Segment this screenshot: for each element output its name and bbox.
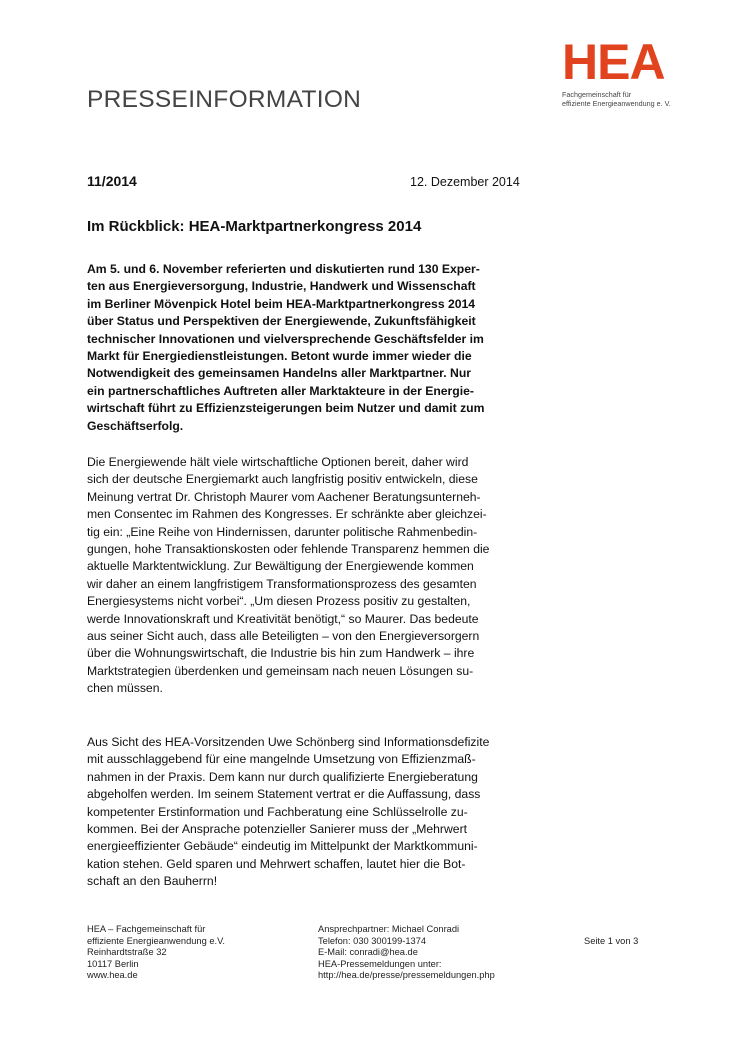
body-line: kommen. Bei der Ansprache potenzieller Sanierer muss der „Mehrwert bbox=[87, 822, 468, 837]
body-paragraph-1 bbox=[87, 454, 547, 698]
body-line: energieeffizienter Gebäude“ eindeutig im Mittelpunkt der Marktkommuni- bbox=[87, 839, 478, 854]
logo-subtitle bbox=[562, 90, 692, 108]
body-line: schaft an den Bauherrn! bbox=[87, 874, 218, 889]
body-line: nahmen in der Praxis. Dem kann nur durch qualifizierte Energieberatung bbox=[87, 769, 478, 784]
page-title: PRESSEINFORMATION bbox=[87, 86, 362, 113]
body-line: Energiesystems nicht vorbei“. „Um diesen Prozess positiv zu gestalten, bbox=[87, 594, 471, 609]
footer-contact bbox=[318, 924, 495, 982]
footer-line: HEA-Pressemeldungen unter: bbox=[318, 958, 442, 969]
body-line: Aus Sicht des HEA-Vorsitzenden Uwe Schönberg sind Informationsdefizite bbox=[87, 735, 490, 749]
release-date: 12. Dezember 2014 bbox=[410, 175, 520, 189]
lead-line: wirtschaft führt zu Effizienzsteigerungen beim Nutzer und damit zum bbox=[87, 401, 485, 416]
lead-line: Geschäftserfolg. bbox=[87, 418, 184, 433]
lead-line: technischer Innovationen und vielversprechende Geschäftsfelder im bbox=[87, 331, 484, 346]
body-line: gungen, hohe Transaktionskosten oder fehlende Transparenz hemmen die bbox=[87, 542, 490, 557]
body-line: wir daher an einem langfristigem Transformationsprozess des gesamten bbox=[87, 576, 477, 591]
body-line: aus seiner Sicht auch, dass alle Beteiligten – von den Energieversorgern bbox=[87, 629, 480, 644]
lead-line: Markt für Energiedienstleistungen. Betont wurde immer wieder die bbox=[87, 349, 472, 364]
lead-line: ein partnerschaftliches Auftreten aller Marktakteure in der Energie- bbox=[87, 383, 474, 398]
issue-number: 11/2014 bbox=[87, 173, 137, 189]
footer-line: HEA – Fachgemeinschaft für bbox=[87, 924, 206, 934]
hea-logo bbox=[562, 34, 692, 108]
body-line: Marktstrategien überdenken und gemeinsam nach neuen Lösungen su- bbox=[87, 663, 474, 678]
body-line: Meinung vertrat Dr. Christoph Maurer vom Aachener Beratungsunterneh- bbox=[87, 489, 481, 504]
footer-website-link[interactable]: www.hea.de bbox=[87, 970, 138, 980]
logo-subtitle-line: Fachgemeinschaft für bbox=[562, 90, 632, 99]
body-paragraph-2 bbox=[87, 734, 547, 891]
lead-line: über Status und Perspektiven der Energiewende, Zukunftsfähigkeit bbox=[87, 314, 476, 329]
body-line: tig ein: „Eine Reihe von Hindernissen, darunter politische Rahmenbedin- bbox=[87, 524, 478, 539]
footer-line: 10117 Berlin bbox=[87, 958, 139, 969]
body-line: mit ausschlaggebend für eine mangelnde Umsetzung von Effizienzmaß- bbox=[87, 752, 476, 767]
footer-line: Reinhardtstraße 32 bbox=[87, 947, 167, 957]
logo-mark: HEA bbox=[562, 34, 665, 90]
body-line: sich der deutsche Energiemarkt auch langfristig positiv entwickeln, diese bbox=[87, 472, 478, 487]
body-line: über die Wohnungswirtschaft, die Industrie bis hin zum Handwerk – ihre bbox=[87, 646, 475, 661]
footer-line: effiziente Energieanwendung e.V. bbox=[87, 935, 226, 946]
page-number: Seite 1 von 3 bbox=[584, 936, 639, 946]
footer-line: Ansprechpartner: Michael Conradi bbox=[318, 924, 460, 934]
lead-line: Am 5. und 6. November referierten und diskutierten rund 130 Exper- bbox=[87, 262, 480, 276]
body-line: chen müssen. bbox=[87, 681, 163, 696]
headline: Im Rückblick: HEA-Marktpartnerkongress 2014 bbox=[87, 218, 422, 235]
lead-paragraph bbox=[87, 261, 547, 435]
body-line: kation stehen. Geld sparen und Mehrwert schaffen, lautet hier die Bot- bbox=[87, 856, 466, 871]
footer-address bbox=[87, 924, 225, 982]
footer-press-link[interactable]: http://hea.de/presse/pressemeldungen.php bbox=[318, 970, 495, 980]
body-line: abgeholfen werden. Im seinem Statement vertrat er die Auffassung, dass bbox=[87, 787, 481, 802]
body-line: kompetenter Erstinformation und Fachberatung eine Schlüsselrolle zu- bbox=[87, 804, 468, 819]
lead-line: ten aus Energieversorgung, Industrie, Handwerk und Wissenschaft bbox=[87, 279, 476, 294]
footer-email-link[interactable]: E-Mail: conradi@hea.de bbox=[318, 947, 418, 957]
body-line: aktuelle Marktentwicklung. Zur Bewältigung der Energiewende kommen bbox=[87, 559, 474, 574]
logo-subtitle-line: effiziente Energieanwendung e. V. bbox=[562, 99, 671, 108]
lead-line: Notwendigkeit des gemeinsamen Handelns aller Marktpartner. Nur bbox=[87, 366, 472, 381]
lead-line: im Berliner Mövenpick Hotel beim HEA-Marktpartnerkongress 2014 bbox=[87, 296, 476, 311]
body-line: werde Innovationskraft und Kreativität benötigt,“ so Maurer. Das bedeute bbox=[87, 611, 479, 626]
body-line: men Consentec im Rahmen des Kongresses. Er schränkte aber gleichzei- bbox=[87, 507, 487, 522]
body-line: Die Energiewende hält viele wirtschaftliche Optionen bereit, daher wird bbox=[87, 455, 469, 469]
footer-line: Telefon: 030 300199-1374 bbox=[318, 935, 427, 946]
